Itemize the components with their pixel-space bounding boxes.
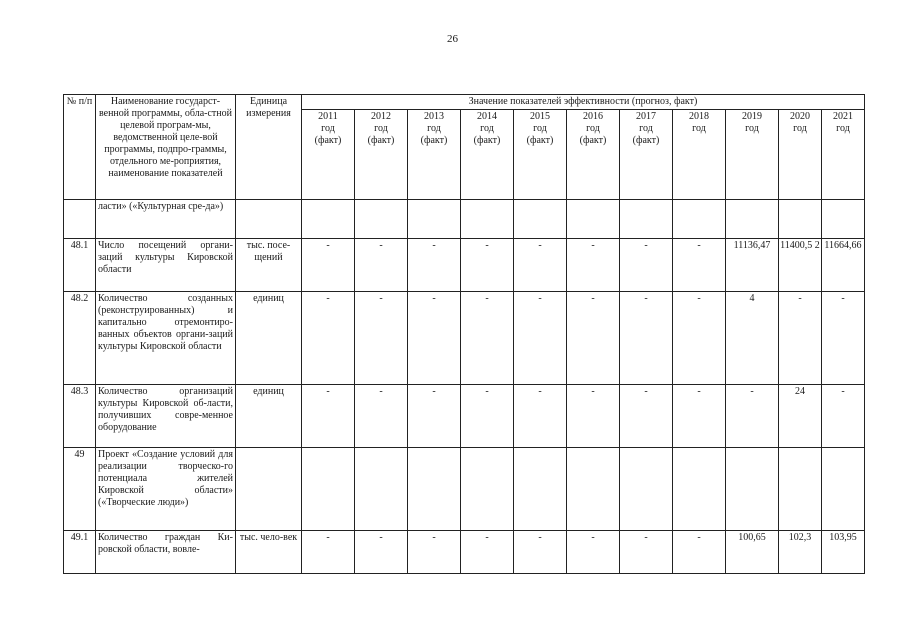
header-num: № п/п	[64, 95, 96, 200]
row-value-2014: -	[461, 531, 514, 574]
header-year-year: 2018	[689, 111, 709, 122]
header-year-l2: (факт)	[632, 135, 660, 146]
header-year-l1: год	[745, 123, 759, 134]
header-year-year: 2014	[477, 111, 497, 122]
row-value-2013: -	[408, 239, 461, 292]
header-year-l1: год	[836, 123, 850, 134]
row-value-2015: -	[514, 385, 567, 448]
row-value-2011	[302, 200, 355, 239]
header-year-year: 2013	[424, 111, 444, 122]
row-value-2020: 11400,5 2	[779, 239, 822, 292]
row-value-2015: -	[514, 531, 567, 574]
row-value-2012: -	[355, 385, 408, 448]
header-year-l2: (факт)	[420, 135, 448, 146]
header-year-l1: год	[374, 123, 388, 134]
row-value-2019	[726, 448, 779, 531]
header-row-1	[64, 95, 865, 110]
row-value-2011: -	[302, 531, 355, 574]
row-unit	[236, 200, 302, 239]
row-value-2016: -	[567, 531, 620, 574]
row-value-2014: -	[461, 385, 514, 448]
row-value-2021	[822, 448, 865, 531]
table-row	[64, 200, 865, 239]
row-value-2014	[461, 200, 514, 239]
header-year-l1: год	[692, 123, 706, 134]
row-value-2020: 24	[779, 385, 822, 448]
header-year-l2: (факт)	[473, 135, 501, 146]
row-value-2018: -	[673, 531, 726, 574]
header-year-l1: год	[793, 123, 807, 134]
header-year-year: 2020	[790, 111, 810, 122]
row-value-2013: -	[408, 531, 461, 574]
row-unit: единиц	[236, 385, 302, 448]
row-value-2012: -	[355, 531, 408, 574]
row-value-2012	[355, 448, 408, 531]
row-value-2012	[355, 200, 408, 239]
header-year-l1: год	[586, 123, 600, 134]
row-value-2016: -	[567, 239, 620, 292]
table-row	[64, 531, 865, 574]
header-year-l2: (факт)	[579, 135, 607, 146]
row-value-2013	[408, 448, 461, 531]
header-year-l2: (факт)	[526, 135, 554, 146]
row-value-2015	[514, 448, 567, 531]
row-value-2012: -	[355, 239, 408, 292]
header-year-l2: (факт)	[314, 135, 342, 146]
row-value-2017	[620, 448, 673, 531]
row-unit	[236, 448, 302, 531]
row-value-2014: -	[461, 292, 514, 385]
row-indicator-name: Количество созданных (реконструированных) и капитально отремонтиро-ванных объектов органи-заций культуры Кировской области	[96, 292, 236, 385]
row-value-2018: -	[673, 385, 726, 448]
header-year-year: 2017	[636, 111, 656, 122]
row-value-2021: -	[822, 385, 865, 448]
row-value-2020: 102,3	[779, 531, 822, 574]
row-number	[64, 200, 96, 239]
row-number: 48.3	[64, 385, 96, 448]
table-row	[64, 385, 865, 448]
row-indicator-name: ласти» («Культурная сре-да»)	[96, 200, 236, 239]
header-year-2014	[461, 110, 514, 200]
header-year-year: 2016	[583, 111, 603, 122]
row-value-2011: -	[302, 239, 355, 292]
header-year-l1: год	[480, 123, 494, 134]
header-year-l1: год	[321, 123, 335, 134]
row-value-2017: -	[620, 531, 673, 574]
row-unit: тыс. посе-щений	[236, 239, 302, 292]
row-value-2017: -	[620, 239, 673, 292]
row-value-2015	[514, 200, 567, 239]
row-value-2019: 11136,47	[726, 239, 779, 292]
header-unit: Единица измерения	[236, 95, 302, 200]
row-number: 48.2	[64, 292, 96, 385]
row-unit: единиц	[236, 292, 302, 385]
row-value-2019	[726, 200, 779, 239]
row-value-2011: -	[302, 385, 355, 448]
row-value-2021	[822, 200, 865, 239]
header-year-2017	[620, 110, 673, 200]
row-indicator-name: Проект «Создание условий для реализации творческо-го потенциала жителей Кировской области» («Творческие люди»)	[96, 448, 236, 531]
header-year-2015	[514, 110, 567, 200]
table-row	[64, 448, 865, 531]
header-year-2019	[726, 110, 779, 200]
header-year-2012	[355, 110, 408, 200]
row-value-2013: -	[408, 385, 461, 448]
header-year-2011	[302, 110, 355, 200]
row-indicator-name: Число посещений органи-заций культуры Кировской области	[96, 239, 236, 292]
row-value-2012: -	[355, 292, 408, 385]
row-value-2015: -	[514, 292, 567, 385]
row-number: 49	[64, 448, 96, 531]
row-value-2013	[408, 200, 461, 239]
row-value-2021: 11664,66	[822, 239, 865, 292]
row-value-2021: 103,95	[822, 531, 865, 574]
row-value-2020: -	[779, 292, 822, 385]
header-year-2021	[822, 110, 865, 200]
row-value-2018: -	[673, 292, 726, 385]
row-value-2017	[620, 200, 673, 239]
table-row	[64, 239, 865, 292]
row-value-2019: 100,65	[726, 531, 779, 574]
row-value-2018	[673, 448, 726, 531]
row-value-2020	[779, 448, 822, 531]
row-number: 49.1	[64, 531, 96, 574]
row-value-2016	[567, 200, 620, 239]
header-year-2013	[408, 110, 461, 200]
row-value-2019: 4	[726, 292, 779, 385]
table-row	[64, 292, 865, 385]
page-number: 26	[447, 33, 458, 45]
row-indicator-name: Количество организаций культуры Кировской об-ласти, получивших совре-менное оборудование	[96, 385, 236, 448]
row-value-2014: -	[461, 239, 514, 292]
header-year-year: 2012	[371, 111, 391, 122]
row-value-2011: -	[302, 292, 355, 385]
row-value-2011	[302, 448, 355, 531]
row-indicator-name: Количество граждан Ки-ровской области, вовле-	[96, 531, 236, 574]
row-unit: тыс. чело-век	[236, 531, 302, 574]
header-values-title: Значение показателей эффективности (прогноз, факт)	[302, 95, 865, 110]
indicators-table	[63, 94, 865, 574]
header-year-l2: (факт)	[367, 135, 395, 146]
row-value-2013: -	[408, 292, 461, 385]
header-year-2016	[567, 110, 620, 200]
header-year-l1: год	[639, 123, 653, 134]
header-year-year: 2021	[833, 111, 853, 122]
row-value-2016	[567, 448, 620, 531]
row-value-2019: -	[726, 385, 779, 448]
row-value-2015: -	[514, 239, 567, 292]
header-year-l1: год	[427, 123, 441, 134]
row-value-2018: -	[673, 239, 726, 292]
row-value-2016: -	[567, 292, 620, 385]
row-value-2021: -	[822, 292, 865, 385]
header-year-year: 2019	[742, 111, 762, 122]
row-value-2017: -	[620, 385, 673, 448]
header-year-2020	[779, 110, 822, 200]
header-year-year: 2015	[530, 111, 550, 122]
header-year-l1: год	[533, 123, 547, 134]
row-value-2020	[779, 200, 822, 239]
row-value-2016: -	[567, 385, 620, 448]
header-year-2018	[673, 110, 726, 200]
header-year-year: 2011	[318, 111, 338, 122]
row-value-2014	[461, 448, 514, 531]
row-value-2017: -	[620, 292, 673, 385]
row-value-2018	[673, 200, 726, 239]
header-name: Наименование государст-венной программы, обла-стной целевой програм-мы, ведомственной целе-вой программы, подпро-граммы, отдельного ме-роприятия, наименование показателей	[96, 95, 236, 200]
row-number: 48.1	[64, 239, 96, 292]
